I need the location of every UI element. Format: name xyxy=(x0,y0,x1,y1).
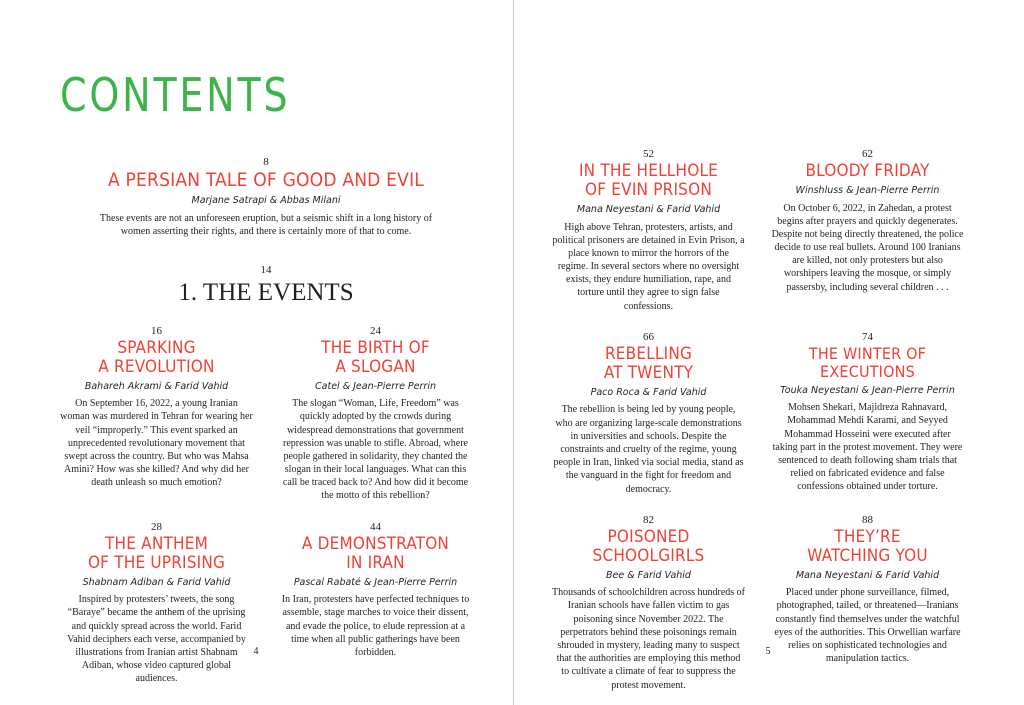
toc-entry-page-number: 82 xyxy=(643,513,654,526)
toc-row-3 xyxy=(552,148,964,313)
toc-entry-description: On September 16, 2022, a young Iranian woman was murdered in Tehran for wearing her veil “improperly.” This event sparked an unprecedented revolutionary movement that swept across the country. But who was Mahsa Amini? How was she killed? And why did her death unleash so much emotion? xyxy=(60,398,253,489)
toc-entry-title: SPARKING A REVOLUTION xyxy=(98,337,215,377)
toc-row-2 xyxy=(60,521,472,686)
toc-entry-title: A DEMONSTRATON IN IRAN xyxy=(301,533,450,573)
toc-row-5 xyxy=(552,514,964,692)
toc-entry[interactable] xyxy=(771,148,964,313)
toc-entry-authors: Bee & Farid Vahid xyxy=(606,569,691,581)
toc-entry-feature[interactable] xyxy=(96,156,436,238)
toc-entry-description: The slogan “Woman, Life, Freedom” was quickly adopted by the crowds during widespread demonstrations that government repression was unable to stifle. Abroad, where people gathered in solidarity, they chanted the slogan in their local languages. What can this call be traced back to? And how did it become the motto of this rebellion? xyxy=(282,398,469,502)
folio-page-number: 4 xyxy=(253,646,259,657)
toc-entry[interactable] xyxy=(771,331,964,496)
toc-entry-title: BLOODY FRIDAY xyxy=(805,161,930,182)
toc-entry-authors: Marjane Satrapi & Abbas Milani xyxy=(191,195,341,207)
toc-entry-authors: Mana Neyestani & Farid Vahid xyxy=(576,204,721,216)
right-page xyxy=(512,0,1024,705)
toc-entry-page-number: 74 xyxy=(862,330,873,343)
toc-entry-description: Placed under phone surveillance, filmed, photographed, tailed, or threatened—Iranians constantly find themselves under the watchful eyes of the authorities. This Orwellian warfare relies on sophisticated technologies and manipulation tactics. xyxy=(774,587,961,665)
toc-entry-description: In Iran, protesters have perfected techniques to assemble, stage marches to voice their dissent, and evade the police, to elude repression at a time when all public gatherings have been forbidden. xyxy=(281,594,470,658)
toc-entry[interactable] xyxy=(552,148,745,313)
toc-entry-title: THE ANTHEM OF THE UPRISING xyxy=(87,533,226,573)
toc-entry-description: Inspired by protesters’ tweets, the song “Baraye” became the anthem of the uprising and quickly spread across the world. Farid Vahid deciphers each verse, accompanied by illustrations from Iranian artist Shabnam Adiban, whose video captured global audiences. xyxy=(67,594,246,685)
toc-entry-description: On October 6, 2022, in Zahedan, a protest begins after prayers and quickly degenerates. Despite not being directly threatened, the police decide to use real bullets. Around 100 Iranians are killed, not only protesters but also worshipers leaving the mosque, or simply passersby, including several children . . . xyxy=(771,202,964,293)
toc-entry[interactable] xyxy=(552,514,745,692)
page-title: CONTENTS xyxy=(60,68,291,122)
toc-entry-description: Thousands of schoolchildren across hundreds of Iranian schools have fallen victim to gas poisoning since November 2022. The perpetrators behind these poisonings remain shrouded in mystery, leading many to suspect that the authorities are employing this method to cultivate a climate of fear to suppress the protest movement. xyxy=(552,587,746,691)
toc-entry-authors: Touka Neyestani & Jean-Pierre Perrin xyxy=(780,384,955,396)
toc-entry-title: REBELLING AT TWENTY xyxy=(603,343,694,383)
section-page-number: 14 xyxy=(260,264,272,277)
section-title: 1. THE EVENTS xyxy=(178,279,354,307)
toc-entry-page-number: 66 xyxy=(643,330,654,343)
toc-entry-title: POISONED SCHOOLGIRLS xyxy=(592,526,705,566)
toc-entry-authors: Winshluss & Jean-Pierre Perrin xyxy=(795,185,940,197)
toc-entry-page-number: 28 xyxy=(151,520,162,533)
toc-entry-authors: Bahareh Akrami & Farid Vahid xyxy=(84,380,229,392)
toc-entry-title: THE WINTER OF EXECUTIONS xyxy=(808,343,927,381)
toc-entry-title: A PERSIAN TALE OF GOOD AND EVIL xyxy=(107,169,425,192)
toc-entry-page-number: 24 xyxy=(370,324,381,337)
section-heading xyxy=(60,264,472,307)
toc-entry[interactable] xyxy=(279,325,472,503)
toc-entry[interactable] xyxy=(552,331,745,496)
toc-entry-page-number: 44 xyxy=(370,520,381,533)
toc-entry-title: IN THE HELLHOLE OF EVIN PRISON xyxy=(578,161,719,201)
toc-entry-page-number: 8 xyxy=(263,156,269,168)
toc-entry-description: Mohsen Shekari, Majidreza Rahnavard, Mohammad Mehdi Karami, and Seyyed Mohammad Hosseini were executed after taking part in the protest movement. They were sentenced to death following sham trials that relied on fabricated evidence and false confessions obtained under torture. xyxy=(772,402,963,493)
toc-entry-authors: Paco Roca & Farid Vahid xyxy=(590,387,707,399)
toc-entry-description: These events are not an unforeseen eruption, but a seismic shift in a long history of women asserting their rights, and there is certainly more of that to come. xyxy=(99,212,433,237)
toc-entry-authors: Catel & Jean-Pierre Perrin xyxy=(315,380,436,392)
toc-entry[interactable] xyxy=(60,325,253,503)
toc-entry-description: The rebellion is being led by young people, who are organizing large-scale demonstrations in universities and schools. Despite the constraints and cruelty of the regime, young people in Iran, linked via social media, stand as the vanguard in the fight for freedom and democracy. xyxy=(553,404,744,495)
toc-row-1 xyxy=(60,325,472,503)
toc-entry-page-number: 88 xyxy=(862,513,873,526)
toc-row-4 xyxy=(552,331,964,496)
toc-entry-title: THEY’RE WATCHING YOU xyxy=(807,526,928,566)
toc-entry-description: High above Tehran, protesters, artists, and political prisoners are detained in Evin Prison, a place known to mirror the horrors of the regime. In several sectors where no oversight exists, they endure humiliation, rape, and torture until they agree to sign false confessions. xyxy=(552,221,745,312)
toc-entry-authors: Pascal Rabaté & Jean-Pierre Perrin xyxy=(293,576,458,588)
toc-entry-title: THE BIRTH OF A SLOGAN xyxy=(321,337,430,377)
toc-entry-authors: Mana Neyestani & Farid Vahid xyxy=(795,569,940,581)
toc-entry-page-number: 16 xyxy=(151,324,162,337)
toc-entry-page-number: 52 xyxy=(643,148,654,160)
folio-page-number: 5 xyxy=(765,646,771,657)
toc-entry-authors: Shabnam Adiban & Farid Vahid xyxy=(82,576,231,588)
toc-entry[interactable] xyxy=(279,521,472,686)
toc-entry-page-number: 62 xyxy=(862,148,873,160)
toc-entry[interactable] xyxy=(771,514,964,692)
toc-entry[interactable] xyxy=(60,521,253,686)
